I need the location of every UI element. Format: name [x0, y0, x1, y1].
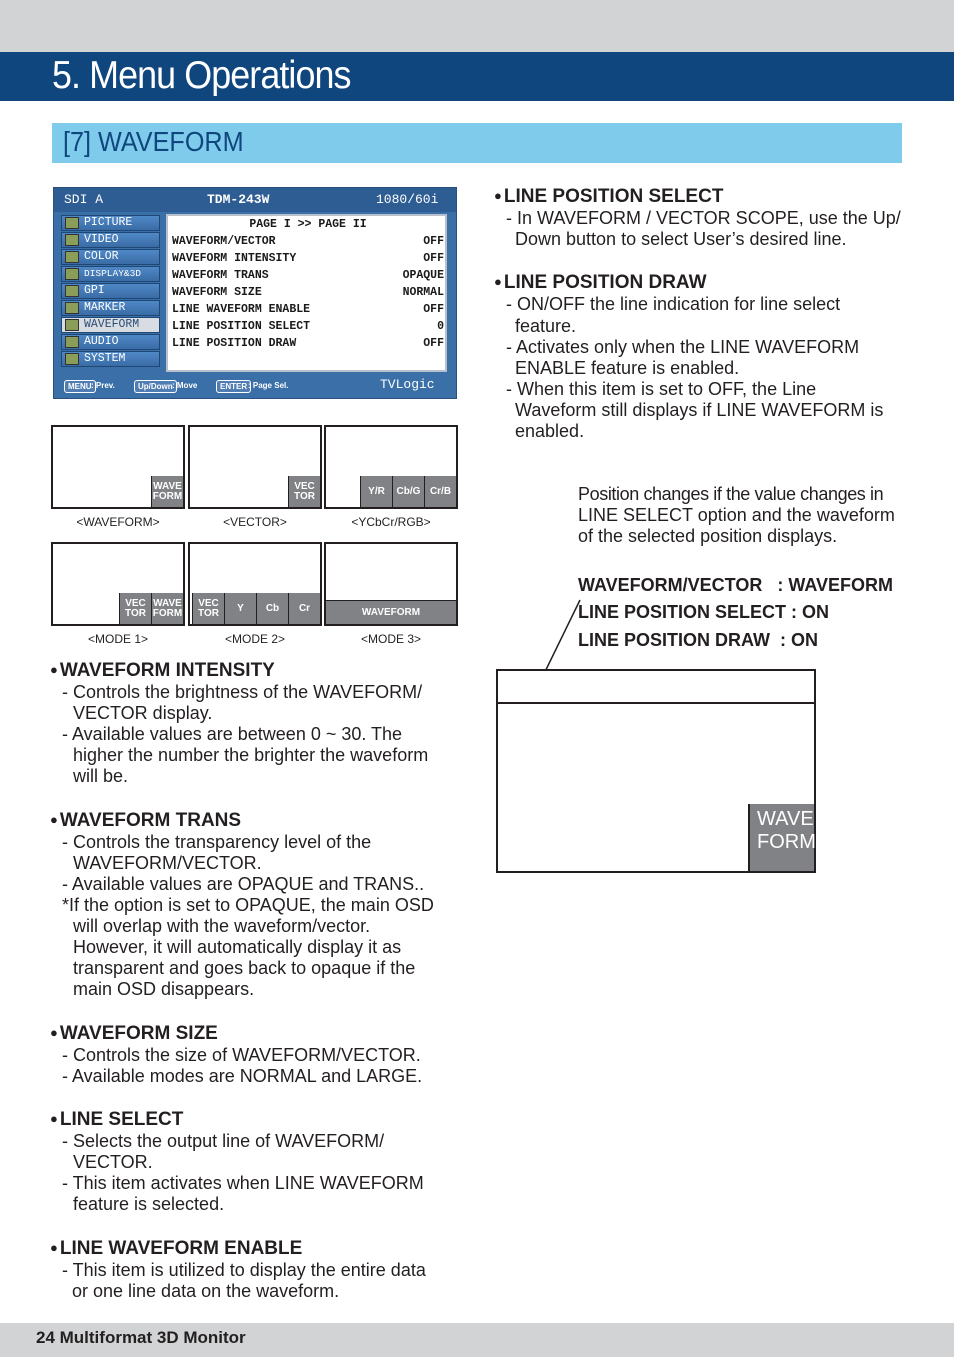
line-position-diagram [496, 669, 816, 873]
mode1-vector-box: VEC TOR [119, 593, 151, 624]
osd-input: SDI A [64, 192, 104, 207]
trans-heading: ● WAVEFORM TRANS [50, 810, 242, 831]
note-line: Position changes if the value changes in [578, 484, 884, 504]
trans-line: - Controls the transparency level of the [62, 832, 372, 852]
osd-key-label: : Page Sel. [248, 381, 289, 390]
osd-menu-color: COLOR [61, 249, 160, 265]
lineselect-heading: ● LINE SELECT [50, 1109, 184, 1130]
lineenable-heading: ● LINE WAVEFORM ENABLE [50, 1238, 303, 1259]
osd-key-enter: ENTER [216, 380, 251, 393]
trans-line: transparent and goes back to opaque if the [73, 958, 416, 978]
osd-menu-video: VIDEO [61, 232, 160, 248]
mode3-waveform-box: WAVEFORM [326, 600, 456, 624]
osd-menu-display: DISPLAY&3D [61, 266, 160, 282]
system-icon [65, 353, 79, 365]
posselect-line: - In WAVEFORM / VECTOR SCOPE, use the Up/ [506, 208, 901, 228]
lineselect-line: - This item activates when LINE WAVEFORM [62, 1173, 424, 1193]
intensity-line: higher the number the brighter the waveform [73, 745, 429, 765]
display-icon [65, 268, 79, 280]
size-line: - Available modes are NORMAL and LARGE. [62, 1066, 423, 1086]
trans-line: will overlap with the waveform/vector. [73, 916, 371, 936]
osd-key-updown: Up/Down [134, 380, 177, 393]
bullet-icon: ● [494, 274, 502, 289]
gpi-icon [65, 285, 79, 297]
waveform-diagram [51, 425, 185, 509]
page-footer: 24 Multiformat 3D Monitor [36, 1328, 246, 1347]
osd-brand: TVLogic [380, 377, 435, 392]
marker-icon [65, 302, 79, 314]
waveform-box: WAVE FORM [748, 804, 814, 871]
trans-line: WAVEFORM/VECTOR. [73, 853, 262, 873]
size-line: - Controls the size of WAVEFORM/VECTOR. [62, 1045, 421, 1065]
osd-key-menu: MENU [64, 380, 96, 393]
bullet-icon: ● [50, 1240, 58, 1255]
line-position-indicator [498, 702, 814, 704]
cb-box: Cb/G [392, 476, 424, 507]
trans-line: However, it will automatically display it as [73, 937, 402, 957]
mode2-caption: <MODE 2> [224, 632, 286, 646]
osd-page: PAGE I >> PAGE II [249, 218, 367, 231]
lineselect-line: VECTOR. [73, 1152, 153, 1172]
osd-screenshot [53, 187, 457, 399]
y-box: Y/R [360, 476, 392, 507]
waveform-caption: <WAVEFORM> [76, 515, 160, 529]
color-icon [65, 251, 79, 263]
vector-box: VEC TOR [288, 476, 320, 507]
size-heading: ● WAVEFORM SIZE [50, 1023, 218, 1044]
intensity-line: will be. [73, 766, 129, 786]
setting-line: WAVEFORM/VECTOR : WAVEFORM [578, 575, 893, 595]
osd-row: LINE POSITION DRAW OFF [172, 337, 444, 350]
intensity-line: VECTOR display. [73, 703, 213, 723]
trans-line: - Available values are OPAQUE and TRANS.. [62, 874, 425, 894]
osd-menu-audio: AUDIO [61, 334, 160, 350]
lineselect-line: - Selects the output line of WAVEFORM/ [62, 1131, 385, 1151]
osd-row: LINE WAVEFORM ENABLE OFF [172, 303, 444, 316]
osd-row: LINE POSITION SELECT 0 [172, 320, 444, 333]
picture-icon [65, 217, 79, 229]
posdraw-line: Waveform still displays if LINE WAVEFORM is [515, 400, 884, 420]
posdraw-heading: ● LINE POSITION DRAW [494, 272, 707, 293]
osd-row: WAVEFORM SIZE NORMAL [172, 286, 444, 299]
posdraw-line: - ON/OFF the line indication for line select [506, 294, 841, 314]
osd-model: TDM-243W [207, 192, 270, 207]
osd-row: WAVEFORM/VECTOR OFF [172, 235, 444, 248]
osd-menu-picture: PICTURE [61, 215, 160, 231]
ycbcr-caption: <YCbCr/RGB> [351, 515, 431, 529]
osd-row: WAVEFORM INTENSITY OFF [172, 252, 444, 265]
intensity-line: - Available values are between 0 ~ 30. The [62, 724, 403, 744]
osd-row: WAVEFORM TRANS OPAQUE [172, 269, 444, 282]
setting-line: LINE POSITION DRAW : ON [578, 630, 819, 650]
mode3-caption: <MODE 3> [360, 632, 422, 646]
posselect-heading: ● LINE POSITION SELECT [494, 186, 724, 207]
ycbcr-diagram [324, 425, 458, 509]
intensity-heading: ● WAVEFORM INTENSITY [50, 660, 275, 681]
trans-line: main OSD disappears. [73, 979, 255, 999]
mode3-diagram [324, 542, 458, 626]
vector-diagram [188, 425, 322, 509]
mode2-cb-box: Cb [256, 593, 288, 624]
bullet-icon: ● [494, 188, 502, 203]
osd-key-label: : Move [172, 381, 198, 390]
posdraw-line: enabled. [515, 421, 585, 441]
page-title: 5. Menu Operations [52, 54, 351, 97]
intensity-line: - Controls the brightness of the WAVEFORM/ [62, 682, 423, 702]
mode2-y-box: Y [224, 593, 256, 624]
osd-format: 1080/60i [376, 192, 439, 207]
posdraw-line: - Activates only when the LINE WAVEFORM [506, 337, 860, 357]
osd-menu-marker: MARKER [61, 300, 160, 316]
lineenable-line: or one line data on the waveform. [72, 1281, 340, 1301]
mode1-caption: <MODE 1> [87, 632, 149, 646]
cr-box: Cr/B [424, 476, 456, 507]
top-band [0, 0, 954, 52]
lineselect-line: feature is selected. [73, 1194, 225, 1214]
mode2-vector-box: VEC TOR [192, 593, 224, 624]
waveform-icon [65, 319, 79, 331]
bullet-icon: ● [50, 812, 58, 827]
vector-caption: <VECTOR> [223, 515, 287, 529]
setting-line: LINE POSITION SELECT : ON [578, 602, 830, 622]
mode1-waveform-box: WAVE FORM [151, 593, 183, 624]
osd-menu-waveform: WAVEFORM [61, 317, 160, 333]
mode2-diagram [188, 542, 322, 626]
section-title: [7] WAVEFORM [63, 126, 244, 157]
mode2-cr-box: Cr [288, 593, 320, 624]
posselect-line: Down button to select User’s desired line. [515, 229, 847, 249]
posdraw-line: - When this item is set to OFF, the Line [506, 379, 817, 399]
osd-footer [54, 376, 456, 398]
video-icon [65, 234, 79, 246]
osd-menu-system: SYSTEM [61, 351, 160, 367]
note-line: LINE SELECT option and the waveform [578, 505, 895, 525]
waveform-box: WAVE FORM [151, 476, 183, 507]
posdraw-line: feature. [515, 316, 577, 336]
note-line: of the selected position displays. [578, 526, 838, 546]
osd-header [54, 188, 456, 212]
osd-menu-gpi: GPI [61, 283, 160, 299]
osd-key-label: : Prev. [91, 381, 115, 390]
bullet-icon: ● [50, 1025, 58, 1040]
bullet-icon: ● [50, 1111, 58, 1126]
osd-panel [166, 214, 447, 372]
audio-icon [65, 336, 79, 348]
lineenable-line: - This item is utilized to display the entire data [62, 1260, 426, 1280]
mode1-diagram [51, 542, 185, 626]
bullet-icon: ● [50, 662, 58, 677]
trans-line: *If the option is set to OPAQUE, the main OSD [62, 895, 434, 915]
posdraw-line: ENABLE feature is enabled. [515, 358, 740, 378]
